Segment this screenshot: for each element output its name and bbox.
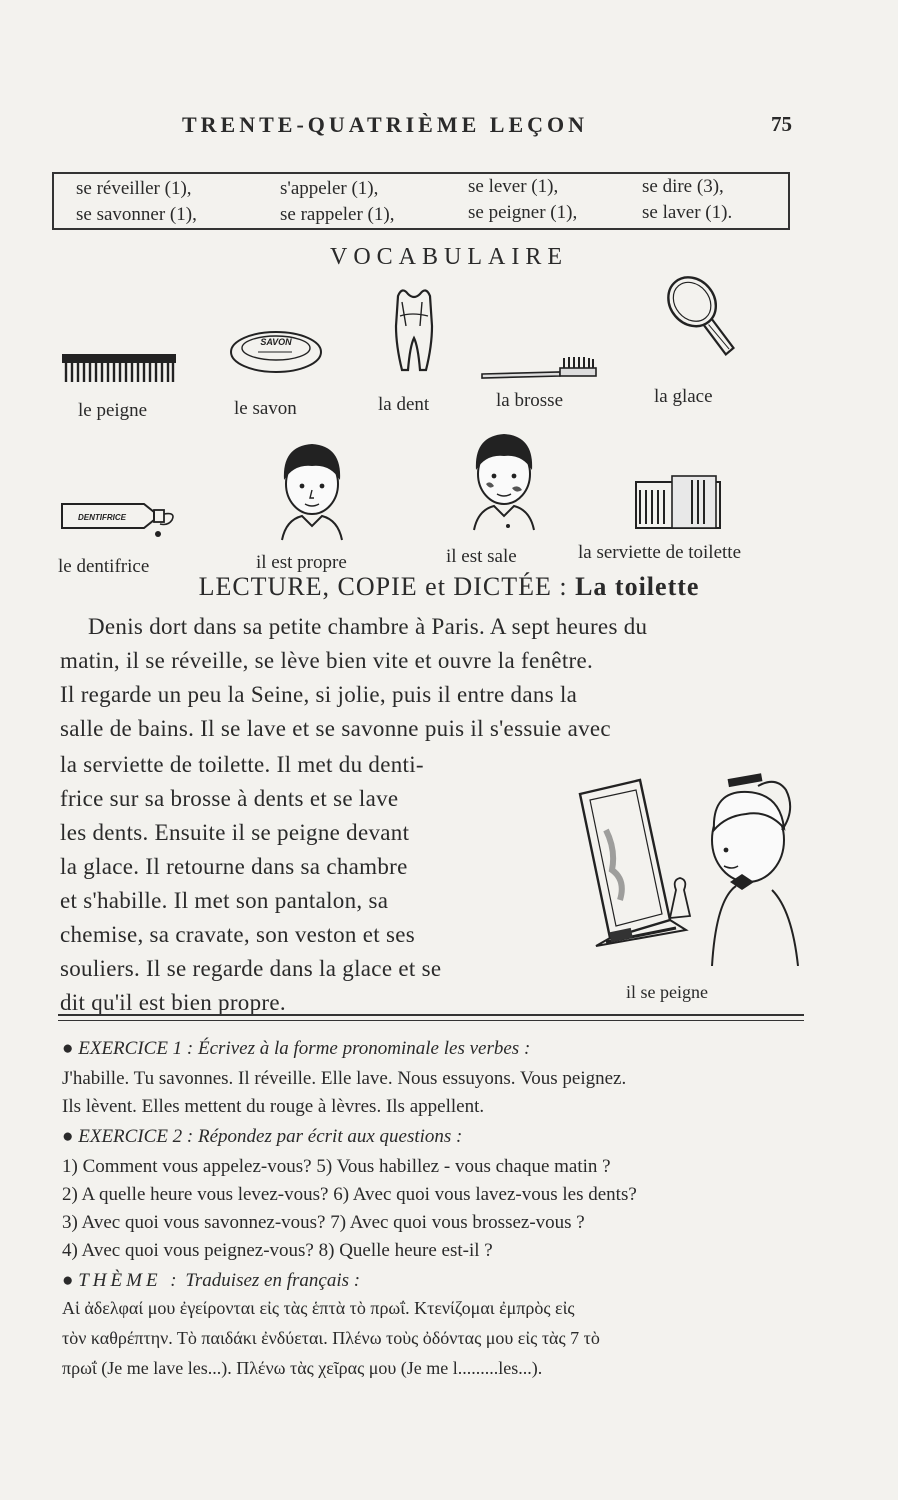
theme-line: τὸν καθρέπτην. Τὸ παιδάκι ἐνδύεται. Πλένω τοὺς ὀδόντας μου εἰς τὰς 7 τὸ [62,1328,600,1348]
reading-line: et s'habille. Il met son pantalon, sa [60,888,389,913]
reading-line: frice sur sa brosse à dents et se lave [60,786,399,811]
verb-cell: s'appeler (1), [280,178,379,199]
reading-line: dit qu'il est bien propre. [60,990,286,1015]
lesson-title: TRENTE-QUATRIÈME LEÇON [182,112,589,137]
theme-label: THÈME : [78,1270,181,1291]
page-number: 75 [771,112,792,136]
verb-cell: se savonner (1), [76,204,197,225]
toothpaste-icon [60,498,180,538]
exercise2-heading [62,1126,462,1148]
vocab-caption: la serviette de toilette [578,542,742,563]
verb-cell: se rappeler (1), [280,204,395,225]
theme-line: Αἱ ἀδελφαί μου ἐγείρονται εἰς τὰς ἑπτὰ τὸ πρωΐ. Κτενίζομαι ἐμπρὸς εἰς [62,1298,575,1318]
vocabulary-title: VOCABULAIRE [330,244,568,270]
exercise1-instruction: Écrivez à la forme pronominale les verbes : [198,1038,531,1059]
toothbrush-icon [480,354,600,380]
reading-line: la serviette de toilette. Il met du denti- [60,752,424,777]
reading-line: souliers. Il se regarde dans la glace et se [60,956,442,981]
verb-cell: se peigner (1), [468,202,578,223]
reading-title [0,572,898,602]
exercise1-label: EXERCICE 1 : [78,1038,194,1059]
exercise2-line: 4) Avec quoi vous peignez-vous? 8) Quelle heure est-il ? [62,1240,493,1261]
vocab-caption: la glace [654,386,713,407]
section-rule [58,1020,804,1021]
bullet-icon: ● [62,1126,74,1147]
exercise1-line: Ils lèvent. Elles mettent du rouge à lèvres. Ils appellent. [62,1096,485,1117]
vocab-caption: le savon [234,398,297,419]
tooth-icon [392,286,436,374]
exercise2-line: 3) Avec quoi vous savonnez-vous? 7) Avec quoi vous brossez-vous ? [62,1212,585,1233]
boy-combing-illustration [576,770,806,966]
vocab-caption: le peigne [78,400,148,421]
soap-label: SAVON [260,337,292,347]
vocab-caption: la dent [378,394,430,415]
verb-cell: se lever (1), [468,176,559,197]
vocab-caption: la brosse [496,390,564,411]
reading-line: Il regarde un peu la Seine, si jolie, puis il entre dans la [60,682,578,707]
vocab-caption: le dentifrice [58,556,150,577]
exercise1-line: J'habille. Tu savonnes. Il réveille. Elle lave. Nous essuyons. Vous peignez. [62,1068,627,1089]
soap-icon [228,328,324,378]
toothpaste-label: DENTIFRICE [78,513,126,522]
reading-line: les dents. Ensuite il se peigne devant [60,820,410,845]
bullet-icon: ● [62,1038,74,1059]
verb-cell: se réveiller (1), [76,178,192,199]
verb-cell: se dire (3), [642,176,724,197]
exercise1-heading [62,1038,530,1060]
reading-line: salle de bains. Il se lave et se savonne puis il s'essuie avec [60,716,611,741]
exercise2-instruction: Répondez par écrit aux questions : [198,1126,463,1147]
reading-title-prefix: LECTURE, COPIE et DICTÉE : [198,572,568,601]
exercise2-label: EXERCICE 2 : [78,1126,194,1147]
vocab-caption: il est sale [446,546,517,567]
dirty-boy-icon [464,430,544,532]
clean-boy-icon [272,440,352,542]
comb-icon [60,350,178,386]
verb-cell: se laver (1). [642,202,733,223]
reading-line: chemise, sa cravate, son veston et ses [60,922,416,947]
theme-line: πρωΐ (Je me lave les...). Πλένω τὰς χεῖρας μου (Je me l.........les...). [62,1358,543,1378]
hand-mirror-icon [648,274,744,370]
reading-line: matin, il se réveille, se lève bien vite et ouvre la fenêtre. [60,648,594,673]
theme-instruction: Traduisez en français : [185,1270,361,1291]
exercise2-line: 1) Comment vous appelez-vous? 5) Vous habillez - vous chaque matin ? [62,1156,611,1177]
reading-line: la glace. Il retourne dans sa chambre [60,854,408,879]
exercise2-line: 2) A quelle heure vous levez-vous? 6) Avec quoi vous lavez-vous les dents? [62,1184,637,1205]
reading-line: Denis dort dans sa petite chambre à Paris. A sept heures du [88,614,648,639]
running-head [50,108,800,144]
section-rule [58,1014,804,1016]
bullet-icon: ● [62,1270,74,1291]
reading-title-topic: La toilette [575,572,700,601]
vocab-caption: il est propre [256,552,347,573]
theme-heading [62,1270,360,1292]
towel-icon [632,470,724,532]
verb-box [52,172,790,230]
illustration-caption: il se peigne [626,982,708,1002]
